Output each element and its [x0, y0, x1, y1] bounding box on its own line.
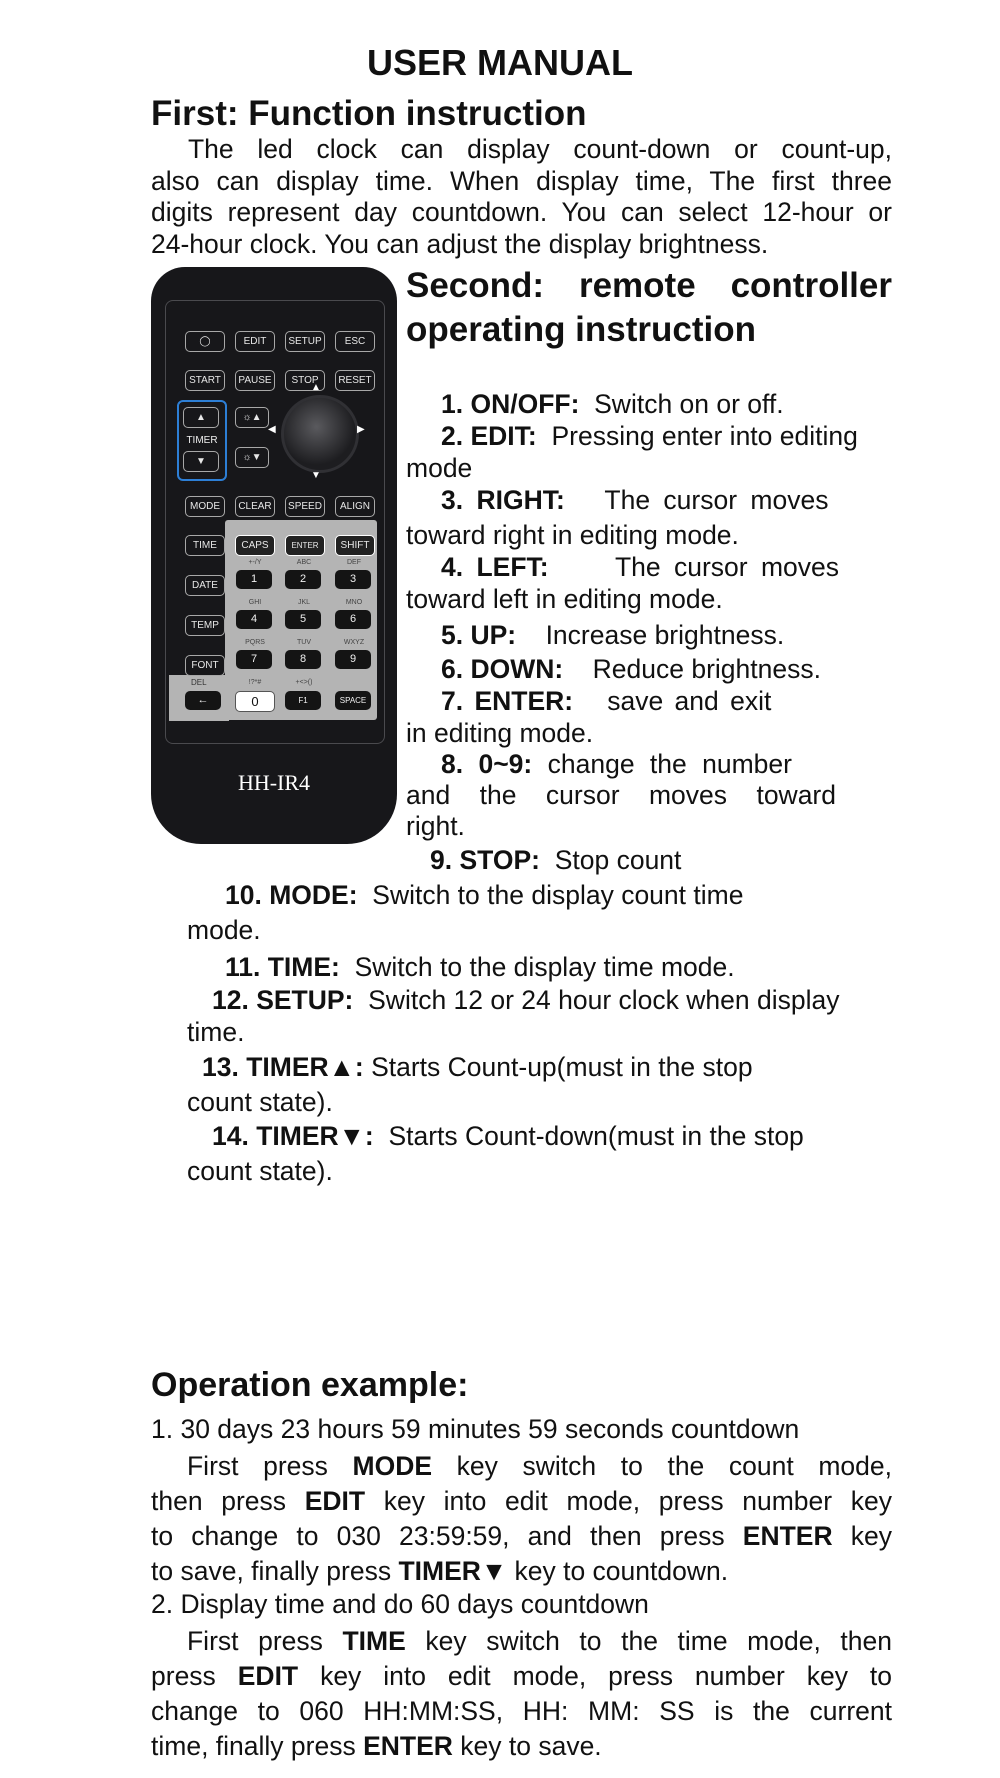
- instruction-item-12: 12. SETUP: Switch 12 or 24 hour clock when display: [212, 985, 840, 1015]
- timer-down-key: [183, 451, 219, 472]
- instruction-item-3: 3. RIGHT: The cursor moves: [441, 485, 829, 515]
- instruction-item-6: 6. DOWN: Reduce brightness.: [441, 654, 821, 684]
- instruction-item-4-cont: toward left in editing mode.: [406, 584, 723, 614]
- esc-key: ESC: [335, 331, 375, 352]
- instruction-item-11: 11. TIME: Switch to the display time mode.: [225, 952, 735, 982]
- up-arrow-icon: ▲: [196, 412, 206, 423]
- key-letters: +-/Y: [248, 559, 262, 566]
- dial-right-icon: ▶: [357, 424, 365, 435]
- instruction-item-8-cont: and the cursor moves toward: [406, 780, 836, 810]
- example-1-body: [151, 1449, 892, 1589]
- example-line: press EDIT key into edit mode, press number key to: [151, 1661, 892, 1691]
- delete-key: [185, 691, 221, 710]
- dial-left-icon: ◀: [268, 424, 276, 435]
- down-arrow-icon: ▼: [196, 456, 206, 467]
- number-key-3: 3: [335, 570, 371, 589]
- number-key-4: 4: [236, 610, 272, 629]
- key-letters: !?*#: [248, 679, 262, 686]
- start-key: START: [185, 370, 225, 391]
- instruction-item-5: 5. UP: Increase brightness.: [441, 620, 785, 650]
- brightness-down-icon: ☼▼: [242, 452, 262, 463]
- instruction-item-13-cont: count state).: [187, 1087, 333, 1117]
- section1-line: The led clock can display count-down or count-up,: [188, 134, 892, 164]
- example-line: First press TIME key switch to the time mode, then: [187, 1626, 892, 1656]
- example-1-title: 1. 30 days 23 hours 59 minutes 59 seconds countdown: [151, 1414, 800, 1444]
- setup-key: SETUP: [285, 331, 325, 352]
- space-key: SPACE: [335, 691, 371, 710]
- example-2-body: [151, 1624, 892, 1764]
- timer-label: TIMER: [186, 435, 218, 446]
- section1-heading: First: Function instruction: [151, 94, 587, 133]
- instruction-item-14: 14. TIMER▼: Starts Count-down(must in the stop: [212, 1121, 804, 1151]
- instruction-item-3-cont: toward right in editing mode.: [406, 520, 739, 550]
- section1-line: also can display time. When display time, The first three: [151, 165, 892, 196]
- key-letters: DEF: [347, 559, 361, 566]
- instruction-item-13: 13. TIMER▲: Starts Count-up(must in the stop: [202, 1052, 753, 1082]
- instruction-item-12-cont: time.: [187, 1017, 245, 1047]
- section2-heading-line1: Second: remote controller: [406, 266, 892, 305]
- section1-line: 24-hour clock. You can adjust the display brightness.: [151, 228, 769, 259]
- timer-up-key: [183, 407, 219, 428]
- stop-key: STOP: [285, 370, 325, 391]
- clear-key: CLEAR: [235, 496, 275, 517]
- power-icon: ◯: [199, 336, 211, 347]
- key-letters: JKL: [297, 599, 311, 606]
- example-line: to save, finally press TIMER▼ key to countdown.: [151, 1556, 729, 1586]
- example-line: then press EDIT key into edit mode, press number key: [151, 1486, 892, 1516]
- instruction-item-8-cont2: right.: [406, 811, 465, 841]
- number-key-6: 6: [335, 610, 371, 629]
- instruction-item-8: 8. 0~9: change the number: [441, 749, 792, 779]
- instruction-item-4: 4. LEFT: The cursor moves: [441, 552, 840, 582]
- brightness-up-key: [235, 407, 269, 428]
- example-2-title: 2. Display time and do 60 days countdown: [151, 1589, 649, 1619]
- number-key-9: 9: [335, 650, 371, 669]
- font-key: FONT: [185, 655, 225, 676]
- date-key: DATE: [185, 575, 225, 596]
- brightness-down-key: [235, 447, 269, 468]
- instruction-item-2: 2. EDIT: Pressing enter into editing: [441, 421, 858, 451]
- number-key-5: 5: [285, 610, 321, 629]
- key-letters: PQRS: [245, 639, 265, 646]
- reset-key: RESET: [335, 370, 375, 391]
- number-key-2: 2: [285, 570, 321, 589]
- del-label: DEL: [191, 678, 207, 687]
- key-letters: GHI: [248, 599, 262, 606]
- f1-key: F1: [285, 691, 321, 710]
- pause-key: PAUSE: [235, 370, 275, 391]
- example-line: First press MODE key switch to the count mode,: [187, 1451, 892, 1481]
- navigation-dial: [281, 395, 359, 473]
- enter-key: ENTER: [285, 535, 325, 556]
- power-key: [185, 331, 225, 352]
- key-letters: TUV: [297, 639, 311, 646]
- align-key: ALIGN: [335, 496, 375, 517]
- example-line: change to 060 HH:MM:SS, HH: MM: SS is the current: [151, 1696, 892, 1726]
- instruction-item-14-cont: count state).: [187, 1156, 333, 1186]
- number-key-7: 7: [236, 650, 272, 669]
- mode-key: MODE: [185, 496, 225, 517]
- number-key-1: 1: [236, 570, 272, 589]
- time-key: TIME: [185, 535, 225, 556]
- section1-body: [151, 134, 892, 260]
- instruction-item-2-cont: mode: [406, 453, 473, 483]
- section2-heading-line2: operating instruction: [406, 310, 756, 349]
- instruction-item-9: 9. STOP: Stop count: [430, 845, 682, 875]
- example-line: time, finally press ENTER key to save.: [151, 1731, 602, 1761]
- instruction-item-7: 7. ENTER: save and exit: [441, 686, 772, 716]
- key-letters: WXYZ: [343, 639, 365, 646]
- key-letters: ABC: [296, 559, 312, 566]
- key-letters: +<>(): [295, 679, 313, 686]
- remote-control-image: [151, 267, 397, 844]
- number-key-0: 0: [235, 691, 275, 712]
- speed-key: SPEED: [285, 496, 325, 517]
- instruction-item-7-cont: in editing mode.: [406, 718, 594, 748]
- number-key-8: 8: [285, 650, 321, 669]
- section1-line: digits represent day countdown. You can select 12-hour or: [151, 197, 892, 227]
- dial-down-icon: ▼: [311, 470, 321, 481]
- temp-key: TEMP: [185, 615, 225, 636]
- dial-up-icon: ▲: [311, 382, 321, 393]
- remote-model-label: HH-IR4: [237, 770, 311, 795]
- page-title: USER MANUAL: [367, 42, 633, 83]
- instruction-item-1: 1. ON/OFF: Switch on or off.: [441, 389, 784, 419]
- example-heading: Operation example:: [151, 1366, 469, 1404]
- back-arrow-icon: ←: [197, 694, 209, 706]
- caps-key: CAPS: [235, 535, 275, 556]
- shift-key: SHIFT: [335, 535, 375, 556]
- edit-key: EDIT: [235, 331, 275, 352]
- brightness-up-icon: ☼▲: [242, 412, 262, 423]
- example-line: to change to 030 23:59:59, and then press ENTER key: [151, 1521, 892, 1551]
- instruction-item-10-cont: mode.: [187, 915, 261, 945]
- instruction-item-10: 10. MODE: Switch to the display count time: [225, 880, 744, 910]
- key-letters: MNO: [345, 599, 363, 606]
